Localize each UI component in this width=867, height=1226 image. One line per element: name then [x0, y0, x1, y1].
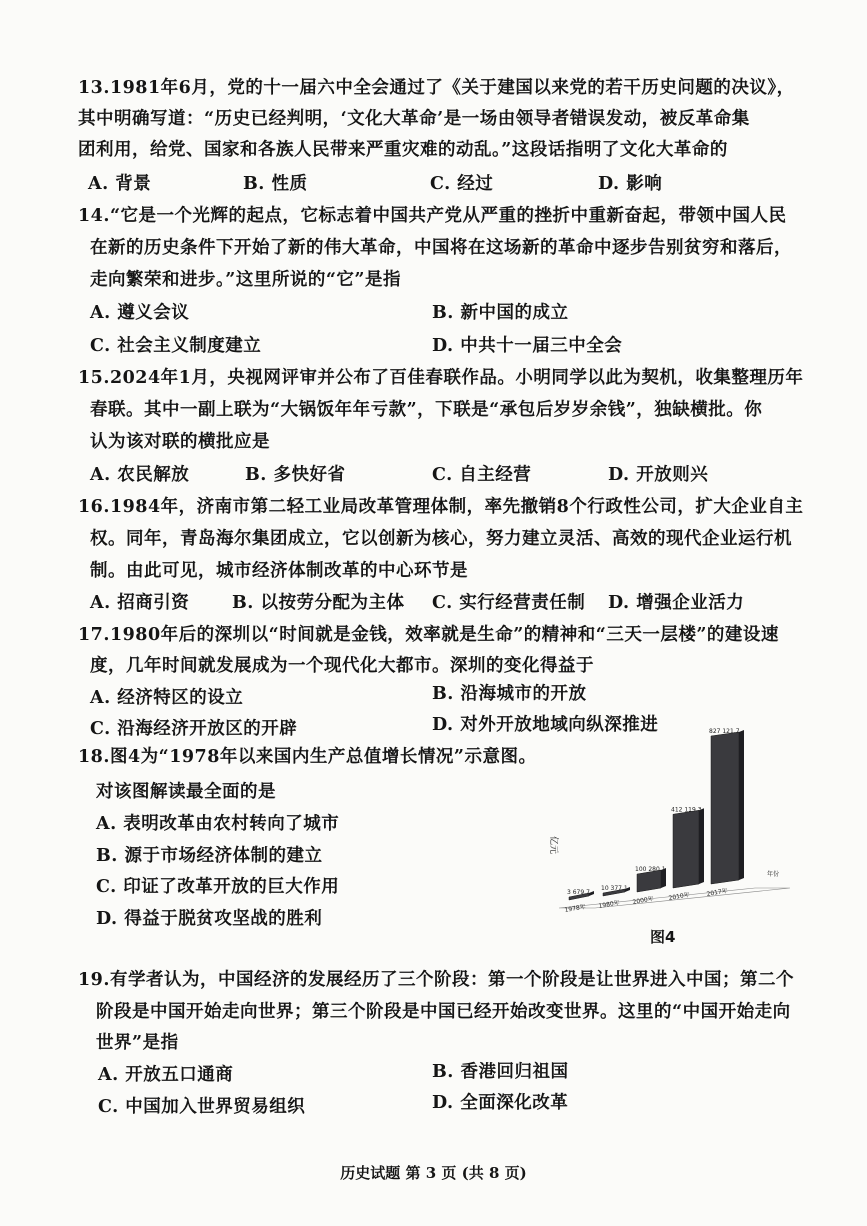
chart-bar-face [673, 810, 699, 888]
chart-data-label: 827 121.7 [709, 728, 740, 735]
gdp-growth-chart [548, 728, 800, 926]
q16-option-b: B. 以按劳分配为主体 [232, 593, 405, 613]
question-15-line-2: 春联。其中一副上联为“大锅饭年年亏款”，下联是“承包后岁岁余钱”，独缺横批。你 [90, 400, 763, 420]
q19-option-b: B. 香港回归祖国 [432, 1062, 569, 1082]
question-14-line-3: 走向繁荣和进步。”这里所说的“它”是指 [90, 270, 401, 290]
question-16-line-3: 制。由此可见，城市经济体制改革的中心环节是 [90, 561, 468, 581]
question-19-line-3: 世界”是指 [96, 1033, 179, 1053]
q13-option-b: B. 性质 [243, 174, 308, 194]
page-footer: 历史试题 第 3 页 (共 8 页) [340, 1164, 527, 1182]
chart-bar-side [699, 808, 704, 884]
q18-option-b: B. 源于市场经济体制的建立 [96, 846, 323, 866]
q14-option-d: D. 中共十一届三中全会 [432, 336, 623, 356]
chart-x-tick-label: 2017年 [706, 887, 729, 898]
q13-option-a: A. 背景 [88, 174, 152, 194]
chart-x-tick-label: 2000年 [632, 895, 655, 906]
chart-bar [673, 808, 704, 888]
chart-bar-face [711, 732, 739, 884]
question-19-line-1: 19.有学者认为，中国经济的发展经历了三个阶段：第一个阶段是让世界进入中国；第二个 [78, 970, 794, 990]
question-19-line-2: 阶段是中国开始走向世界；第三个阶段是中国已经开始改变世界。这里的“中国开始走向 [96, 1002, 791, 1022]
question-16-line-2: 权。同年，青岛海尔集团成立，它以创新为核心，努力建立灵活、高效的现代企业运行机 [90, 529, 792, 549]
chart-data-label: 10 377.1 [601, 885, 628, 892]
q18-option-a: A. 表明改革由农村转向了城市 [96, 814, 340, 834]
question-13-line-2: 其中明确写道：“历史已经判明，‘文化大革命’是一场由领导者错误发动，被反革命集 [78, 109, 750, 129]
q15-option-d: D. 开放则兴 [608, 465, 709, 485]
chart-data-label: 412 119.3 [671, 806, 702, 814]
q16-option-c: C. 实行经营责任制 [432, 593, 586, 613]
question-15-line-1: 15.2024年1月，央视网评审并公布了百佳春联作品。小明同学以此为契机，收集整理历年 [78, 368, 804, 388]
q18-option-d: D. 得益于脱贫攻坚战的胜利 [96, 909, 323, 929]
question-13-line-3: 团利用，给党、国家和各族人民带来严重灾难的动乱。”这段话指明了文化大革命的 [78, 140, 728, 160]
q13-option-d: D. 影响 [598, 174, 663, 194]
chart-x-tick-label: 1980年 [598, 899, 621, 910]
chart-bar-face [637, 870, 661, 892]
q17-option-b: B. 沿海城市的开放 [432, 684, 587, 704]
question-15-line-3: 认为该对联的横批应是 [90, 432, 270, 452]
q19-option-d: D. 全面深化改革 [432, 1093, 569, 1113]
chart-data-label: 100 280.1 [635, 866, 666, 874]
q18-option-c: C. 印证了改革开放的巨大作用 [96, 877, 340, 897]
q16-option-a: A. 招商引资 [90, 593, 190, 613]
question-16-line-1: 16.1984年，济南市第二轻工业局改革管理体制，率先撤销8个行政性公司，扩大企业自主 [78, 497, 804, 517]
q19-option-a: A. 开放五口通商 [98, 1065, 234, 1085]
question-17-line-1: 17.1980年后的深圳以“时间就是金钱，效率就是生命”的精神和“三天一层楼”的建设速 [78, 625, 779, 645]
chart-bar-side [739, 730, 744, 880]
chart-bar [711, 730, 744, 884]
q15-option-a: A. 农民解放 [90, 465, 190, 485]
q14-option-b: B. 新中国的成立 [432, 303, 569, 323]
q19-option-c: C. 中国加入世界贸易组织 [98, 1097, 306, 1117]
figure-caption: 图4 [650, 928, 676, 946]
question-18-line-1: 18.图4为“1978年以来国内生产总值增长情况”示意图。 [78, 747, 537, 767]
y-axis-label: 亿元 [548, 836, 558, 855]
question-14-line-2: 在新的历史条件下开始了新的伟大革命，中国将在这场新的革命中逐步告别贫穷和落后， [90, 238, 792, 258]
q13-option-c: C. 经过 [430, 174, 494, 194]
question-14-line-1: 14.“它是一个光辉的起点，它标志着中国共产党从严重的挫折中重新奋起，带领中国人民 [78, 206, 787, 226]
chart-x-tick-label: 1978年 [564, 903, 587, 914]
q14-option-a: A. 遵义会议 [90, 303, 190, 323]
chart-data-label: 3 679.7 [567, 889, 590, 896]
question-13-line-1: 13.1981年6月，党的十一届六中全会通过了《关于建国以来党的若干历史问题的决议》， [78, 78, 795, 98]
q15-option-c: C. 自主经营 [432, 465, 532, 485]
q16-option-d: D. 增强企业活力 [608, 593, 745, 613]
bars-layer [559, 728, 790, 914]
q14-option-c: C. 社会主义制度建立 [90, 336, 262, 356]
q17-option-c: C. 沿海经济开放区的开辟 [90, 719, 298, 739]
q15-option-b: B. 多快好省 [245, 465, 346, 485]
q17-option-d: D. 对外开放地域向纵深推进 [432, 715, 659, 735]
q17-option-a: A. 经济特区的设立 [90, 688, 244, 708]
question-17-line-2: 度，几年时间就发展成为一个现代化大都市。深圳的变化得益于 [90, 656, 594, 676]
question-18-line-2: 对该图解读最全面的是 [96, 782, 276, 802]
x-axis-label: 年份 [767, 871, 780, 878]
chart-x-tick-label: 2010年 [668, 891, 691, 902]
